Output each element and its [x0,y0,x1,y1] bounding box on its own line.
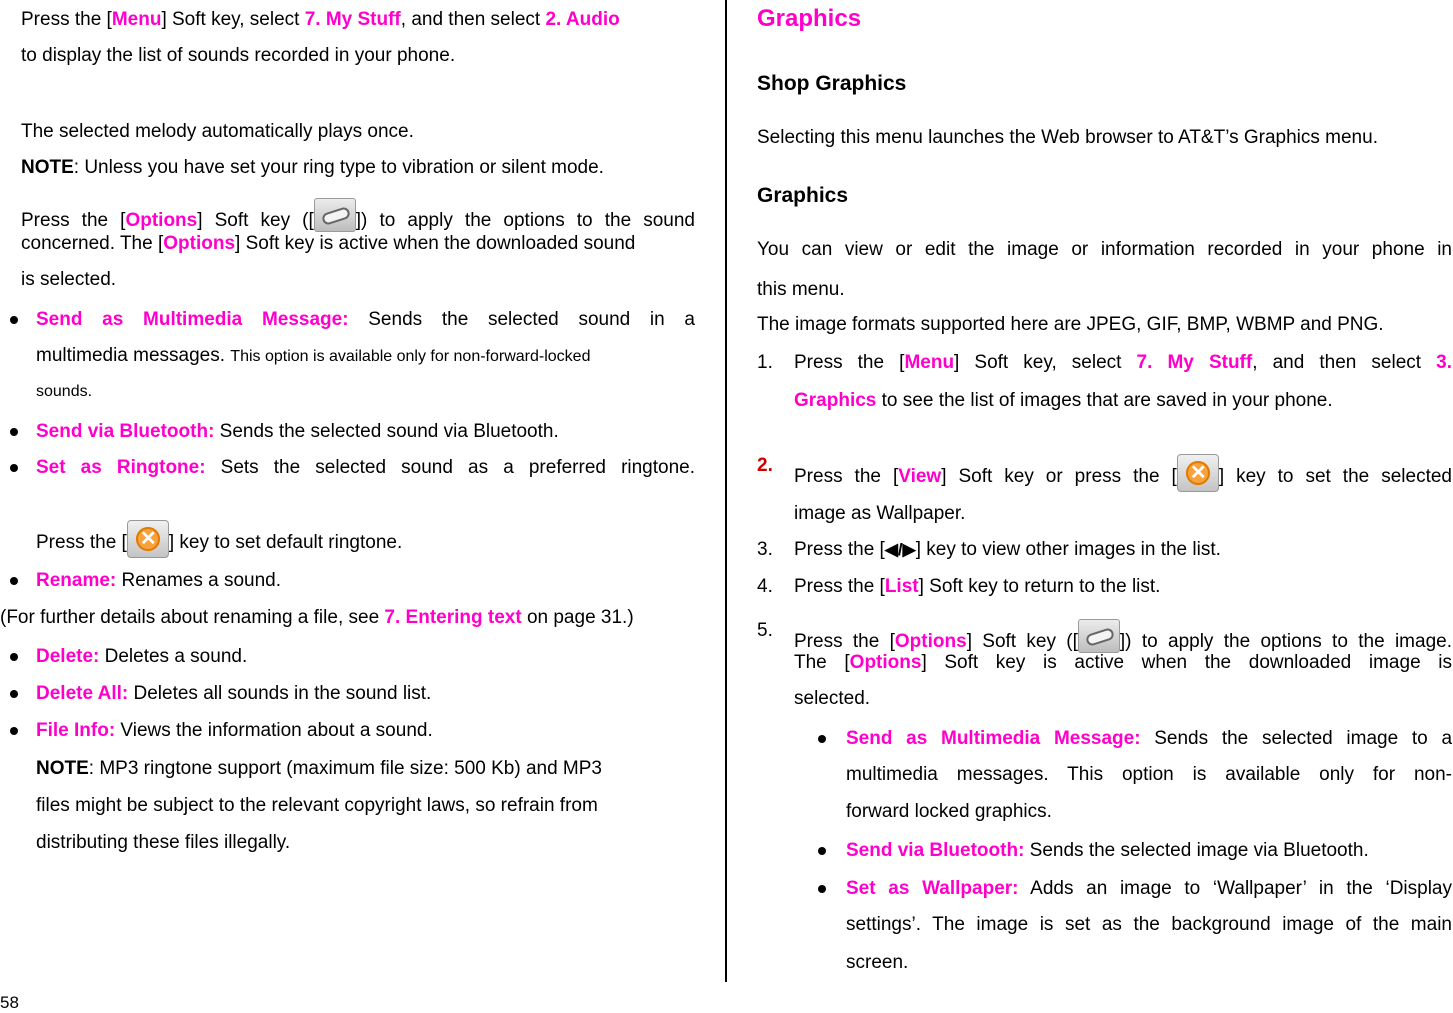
text: Sends the selected image via Bluetooth. [1024,840,1369,861]
left-b3-line1 [36,456,695,480]
left-p2: The selected melody automatically plays once. [21,121,414,142]
page-number: 58 [0,993,19,1012]
text: on page 31.) [521,607,634,628]
text: , and then select [400,9,546,30]
send-mms-label: Send as Multimedia Message: [36,309,349,330]
graphics-number-label: 3. [1436,352,1452,373]
left-b7 [36,719,433,743]
text: Press the [ [794,631,895,652]
text: Press the [ [36,532,127,553]
left-b3-line2 [36,520,402,558]
left-p4 [0,606,634,630]
right-b1-line2: multimedia messages. This option is available only for non- [846,764,1452,785]
text: ] Soft key or press the [ [941,466,1177,487]
audio-label: 2. Audio [545,9,620,30]
text-small: This option is available only for non-forward-locked [230,348,591,365]
right-b1-line3: forward locked graphics. [846,801,1052,822]
view-key-label: View [898,466,942,487]
step-3 [794,538,1221,562]
right-b3-line2: settings’. The image is set as the background image of the main [846,914,1452,935]
text: ] key to set the selected [1218,466,1452,487]
left-note2-line3: distributing these files illegally. [36,832,291,853]
bullet-icon [10,316,18,324]
graphics-text-line1: You can view or edit the image or information recorded in your phone in [757,239,1452,260]
shop-graphics-heading: Shop Graphics [757,72,907,95]
step-2-number: 2. [757,455,773,476]
step-1-line1 [794,351,1452,375]
graphics-menu-label: Graphics [794,390,877,411]
options-key-label: Options [163,233,236,254]
text: ] Soft key to return to the list. [918,576,1161,597]
text: Sets the selected sound as a preferred ringtone. [205,457,696,478]
text: Renames a sound. [116,570,282,591]
text: ] key to view other images in the list. [915,539,1221,560]
column-divider [725,0,727,982]
text: Press the [ [794,576,885,597]
text: Adds an image to ‘Wallpaper’ in the ‘Display [1018,878,1452,899]
ok-key-icon [1177,454,1219,492]
entering-text-link[interactable]: 7. Entering text [384,607,522,628]
menu-key-label: Menu [111,9,162,30]
left-b5 [36,645,247,669]
options-key-label: Options [849,652,922,673]
text: The [ [794,652,850,673]
left-b1-line2 [36,344,590,369]
left-p3-line2 [21,232,635,256]
bullet-icon [10,464,18,472]
text: Views the information about a sound. [115,720,433,741]
left-b2 [36,420,559,444]
text: Press the [ [794,352,905,373]
text: (For further details about renaming a file, see [0,607,385,628]
note-label: NOTE [36,758,89,779]
left-note2-line2: files might be subject to the relevant copyright laws, so refrain from [36,795,598,816]
step-2-line1 [794,454,1452,492]
step-3-number: 3. [757,539,773,560]
text: ]) to apply the options to the sound [355,210,695,231]
step-1-number: 1. [757,352,773,373]
text: ] Soft key ([ [966,631,1078,652]
text: to see the list of images that are saved in your phone. [876,390,1333,411]
left-b6 [36,682,431,706]
text: Press the [ [21,9,112,30]
left-note1 [21,156,604,180]
text: ] Soft key ([ [197,210,314,231]
set-wallpaper-label: Set as Wallpaper: [846,878,1019,899]
file-info-label: File Info: [36,720,116,741]
bullet-icon [10,577,18,585]
options-key-label: Options [894,631,967,652]
text: Press the [ [794,466,899,487]
shop-graphics-text: Selecting this menu launches the Web browser to AT&T’s Graphics menu. [757,127,1378,148]
send-bluetooth-label: Send via Bluetooth: [846,840,1025,861]
formats-text: The image formats supported here are JPEG, GIF, BMP, WBMP and PNG. [757,314,1384,335]
soft-key-icon [314,198,356,232]
left-b1-line3: sounds. [36,383,93,400]
step-2-line2: image as Wallpaper. [794,503,966,524]
bullet-icon [10,690,18,698]
left-b1-line1 [36,308,695,332]
soft-key-icon [1078,619,1120,653]
step-4 [794,575,1160,599]
bullet-icon [818,735,826,743]
left-right-arrow-icon: ◀/▶ [884,540,916,559]
delete-all-label: Delete All: [36,683,129,704]
bullet-icon [10,653,18,661]
right-b3-line1 [846,877,1452,901]
my-stuff-label: 7. My Stuff [1136,352,1253,373]
text: ] Soft key is active when the downloaded image is [921,652,1452,673]
rename-label: Rename: [36,570,117,591]
send-mms-label: Send as Multimedia Message: [846,728,1141,749]
step-5-line1 [794,619,1452,654]
left-b4 [36,569,281,593]
graphics-heading: Graphics [757,184,849,207]
text: multimedia messages. [36,345,231,366]
step-5-line2 [794,651,1452,675]
text: Sends the selected image to a [1140,728,1453,749]
right-b1-line1 [846,727,1452,751]
send-bluetooth-label: Send via Bluetooth: [36,421,215,442]
left-p1-line1 [21,8,695,32]
text: Sends the selected sound in a [348,309,695,330]
text: Press the [ [794,539,885,560]
delete-label: Delete: [36,646,100,667]
text: ] Soft key is active when the downloaded sound [235,233,636,254]
left-p3-line1 [21,198,695,233]
my-stuff-label: 7. My Stuff [304,9,401,30]
section-title: Graphics [757,5,862,32]
step-1-line2 [794,389,1333,413]
bullet-icon [10,727,18,735]
note-label: NOTE [21,157,74,178]
text: : MP3 ringtone support (maximum file size: 500 Kb) and MP3 [88,758,603,779]
text: ]) to apply the options to the image. [1119,631,1452,652]
text: Sends the selected sound via Bluetooth. [214,421,559,442]
right-b3-line3: screen. [846,952,909,973]
bullet-icon [10,428,18,436]
text: , and then select [1252,352,1437,373]
ok-key-icon [127,520,169,558]
text: Deletes a sound. [99,646,248,667]
left-p1-line2: to display the list of sounds recorded in your phone. [21,45,456,66]
step-4-number: 4. [757,576,773,597]
text: : Unless you have set your ring type to vibration or silent mode. [73,157,604,178]
options-key-label: Options [125,210,198,231]
bullet-icon [818,885,826,893]
left-p3-line3: is selected. [21,269,117,290]
text: ] Soft key, select [954,352,1137,373]
step-5-number: 5. [757,620,773,641]
list-key-label: List [884,576,919,597]
left-note2-line1 [36,757,602,781]
right-b2 [846,839,1369,863]
text: ] Soft key, select [161,9,305,30]
graphics-text-line2: this menu. [757,279,845,300]
text: Deletes all sounds in the sound list. [128,683,432,704]
set-ringtone-label: Set as Ringtone: [36,457,206,478]
menu-key-label: Menu [904,352,955,373]
text: ] key to set default ringtone. [168,532,403,553]
bullet-icon [818,847,826,855]
text: Press the [ [21,210,126,231]
step-5-line3: selected. [794,688,871,709]
text: concerned. The [ [21,233,164,254]
